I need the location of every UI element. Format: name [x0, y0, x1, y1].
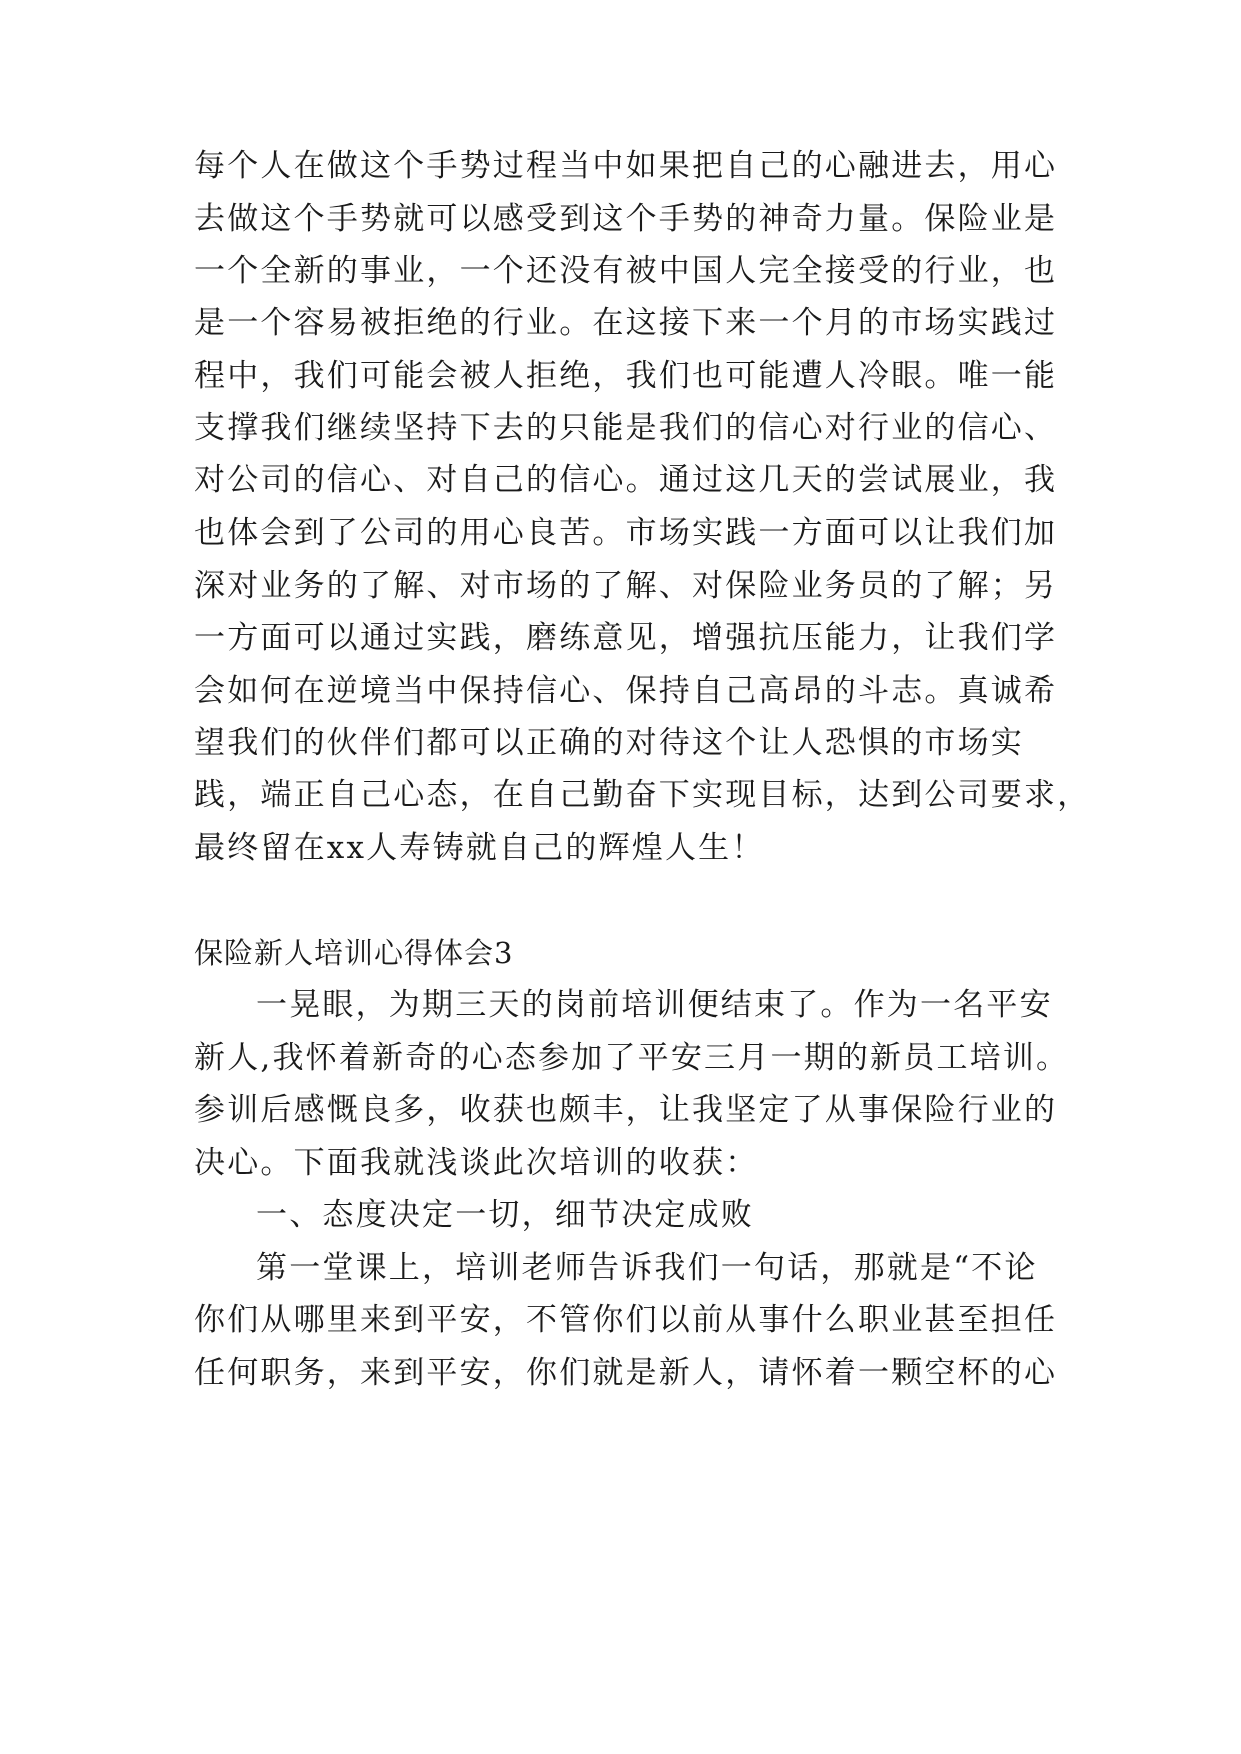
text-line: 决心。下面我就浅谈此次培训的收获： [194, 1145, 759, 1181]
subheading: 一、态度决定一切，细节决定成败 [256, 1197, 754, 1233]
text-line: 最终留在xx人寿铸就自己的辉煌人生！ [194, 830, 765, 866]
text-line: 望我们的伙伴们都可以正确的对待这个让人恐惧的市场实 [194, 725, 1024, 761]
text-line: 任何职务，来到平安，你们就是新人，请怀着一颗空杯的心 [194, 1355, 1058, 1391]
text-line: 践，端正自己心态，在自己勤奋下实现目标，达到公司要求， [194, 777, 1091, 813]
text-line: 一方面可以通过实践，磨练意见，增强抗压能力，让我们学 [194, 620, 1058, 656]
text-line: 也体会到了公司的用心良苦。市场实践一方面可以让我们加 [194, 515, 1058, 551]
section-title: 保险新人培训心得体会3 [194, 936, 514, 970]
text-line: 一晃眼，为期三天的岗前培训便结束了。作为一名平安 [256, 987, 1053, 1023]
text-line: 是一个容易被拒绝的行业。在这接下来一个月的市场实践过 [194, 305, 1058, 341]
text-line: 一个全新的事业，一个还没有被中国人完全接受的行业，也 [194, 253, 1058, 289]
text-line: 程中，我们可能会被人拒绝，我们也可能遭人冷眼。唯一能 [194, 358, 1058, 394]
text-line: 去做这个手势就可以感受到这个手势的神奇力量。保险业是 [194, 201, 1058, 237]
text-line: 会如何在逆境当中保持信心、保持自己高昂的斗志。真诚希 [194, 673, 1058, 709]
text-line: 你们从哪里来到平安，不管你们以前从事什么职业甚至担任 [194, 1302, 1058, 1338]
text-line: 对公司的信心、对自己的信心。通过这几天的尝试展业，我 [194, 462, 1058, 498]
text-line: 深对业务的了解、对市场的了解、对保险业务员的了解；另 [194, 568, 1058, 604]
text-line: 每个人在做这个手势过程当中如果把自己的心融进去，用心 [194, 148, 1058, 184]
text-line: 参训后感慨良多，收获也颇丰，让我坚定了从事保险行业的 [194, 1092, 1058, 1128]
text-line: 第一堂课上，培训老师告诉我们一句话，那就是“不论 [256, 1250, 1038, 1286]
text-line: 新人,我怀着新奇的心态参加了平安三月一期的新员工培训。 [194, 1040, 1070, 1076]
text-line: 支撑我们继续坚持下去的只能是我们的信心对行业的信心、 [194, 410, 1058, 446]
